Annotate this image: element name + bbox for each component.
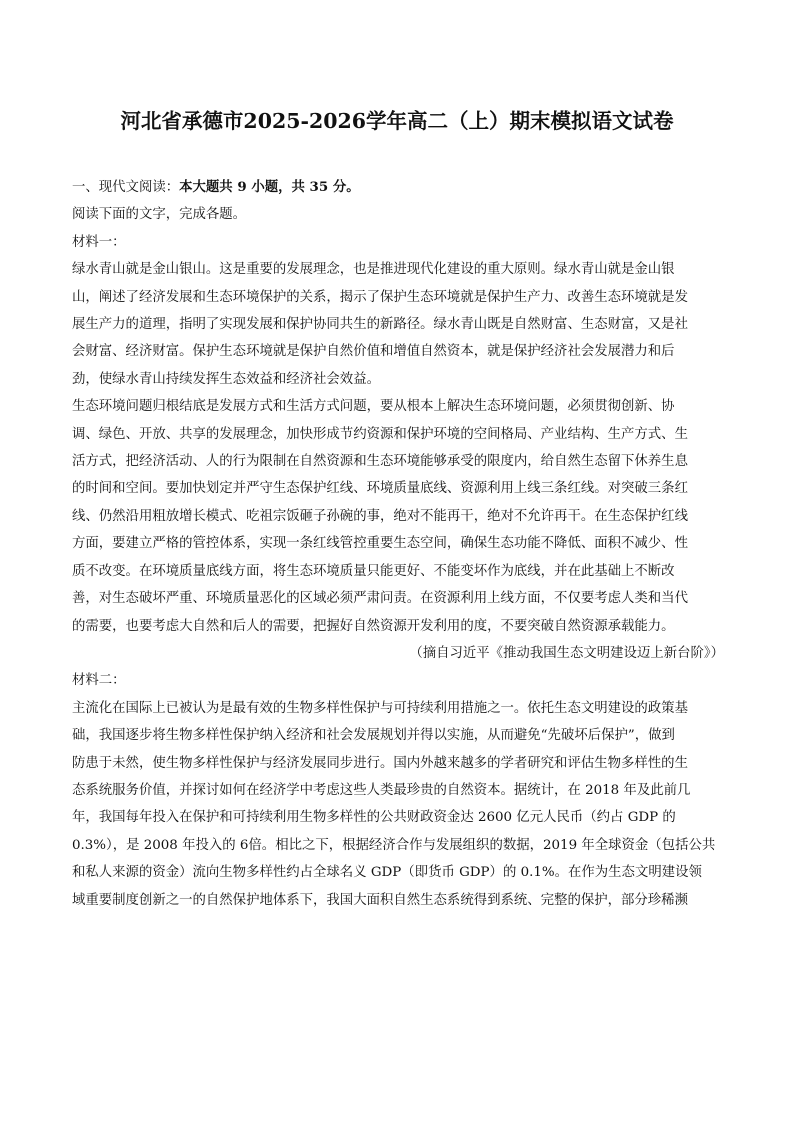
document-body [72,174,724,914]
material1-line: 调、绿色、开放、共享的发展理念，加快形成节约资源和保护环境的空间格局、产业结构、生产方式、生 [72,426,688,442]
section-detail: 本大题共 9 小题，共 35 分。 [179,179,360,195]
section-heading [72,174,724,201]
material1-line: 线、仍然沿用粗放增长模式、吃祖宗饭砸子孙碗的事，绝对不能再干，绝对不允许再干。在生态保护红线 [72,508,688,524]
material1-line: 会财富、经济财富。保护生态环境就是保护自然价值和增值自然资本，就是保护经济社会发展潜力和后 [72,344,675,360]
material1-line: 的时间和空间。要加快划定并严守生态保护红线、环境质量底线、资源利用上线三条红线。对突破三条红 [72,481,688,497]
material1-source: （摘自习近平《推动我国生态文明建设迈上新台阶》） [409,645,724,661]
material2-line: 域重要制度创新之一的自然保护地体系下，我国大面积自然生态系统得到系统、完整的保护，部分珍稀濒 [72,892,688,908]
material1-line: 展生产力的道理，指明了实现发展和保护协同共生的新路径。绿水青山既是自然财富、生态财富，又是社 [72,317,688,333]
material1-line: 山，阐述了经济发展和生态环境保护的关系，揭示了保护生态环境就是保护生产力、改善生态环境就是发 [72,289,688,305]
material2-line: 0.3%），是 2008 年投入的 6倍。相比之下，根据经济合作与发展组织的数据，2019 年全球资金（包括公共 [72,837,716,853]
document-title: 河北省承德市2025-2026学年高二（上）期末模拟语文试卷 [120,109,674,133]
material1-line: 方面，要建立严格的管控体系，实现一条红线管控重要生态空间，确保生态功能不降低、面积不减少、性 [72,536,688,552]
instruction-text: 阅读下面的文字，完成各题。 [72,207,247,223]
material1-line: 劲，使绿水青山持续发挥生态效益和经济社会效益。 [72,371,380,387]
material2-line: 态系统服务价值，并探讨如何在经济学中考虑这些人类最珍贵的自然资本。据统计，在 2018 年及此前几 [72,782,691,798]
material2-line: 和私人来源的资金）流向生物多样性约占全球名义 GDP（即货币 GDP）的 0.1%。在作为生态文明建设领 [72,865,702,881]
material2-line: 年，我国每年投入在保护和可持续利用生物多样性的公共财政资金达 2600 亿元人民币（约占 GDP 的 [72,810,676,826]
material2-line: 防患于未然，使生物多样性保护与经济发展同步进行。国内外越来越多的学者研究和评估生物多样性的生 [72,755,688,771]
material2-line: 主流化在国际上已被认为是最有效的生物多样性保护与可持续利用措施之一。依托生态文明建设的政策基 [72,700,688,716]
material1-line: 生态环境问题归根结底是发展方式和生活方式问题，要从根本上解决生态环境问题，必须贯彻创新、协 [72,399,675,415]
material2-line: 础，我国逐步将生物多样性保护纳入经济和社会发展规划并得以实施，从而避免“先破坏后保护”，做到 [72,728,675,744]
material1-label: 材料一： [72,234,126,250]
material1-line: 质不改变。在环境质量底线方面，将生态环境质量只能更好、不能变坏作为底线，并在此基础上不断改 [72,563,675,579]
material1-line: 的需要，也要考虑大自然和后人的需要，把握好自然资源开发利用的度，不要突破自然资源承载能力。 [72,618,675,634]
material1-line: 活方式，把经济活动、人的行为限制在自然资源和生态环境能够承受的限度内，给自然生态留下休养生息 [72,454,688,470]
section-prefix: 一、现代文阅读： [72,180,180,195]
material1-line: 绿水青山就是金山银山。这是重要的发展理念，也是推进现代化建设的重大原则。绿水青山就是金山银 [72,262,675,278]
material1-line: 善，对生态破坏严重、环境质量恶化的区域必须严肃问责。在资源利用上线方面，不仅要考虑人类和当代 [72,591,688,607]
material2-label: 材料二： [72,673,126,689]
